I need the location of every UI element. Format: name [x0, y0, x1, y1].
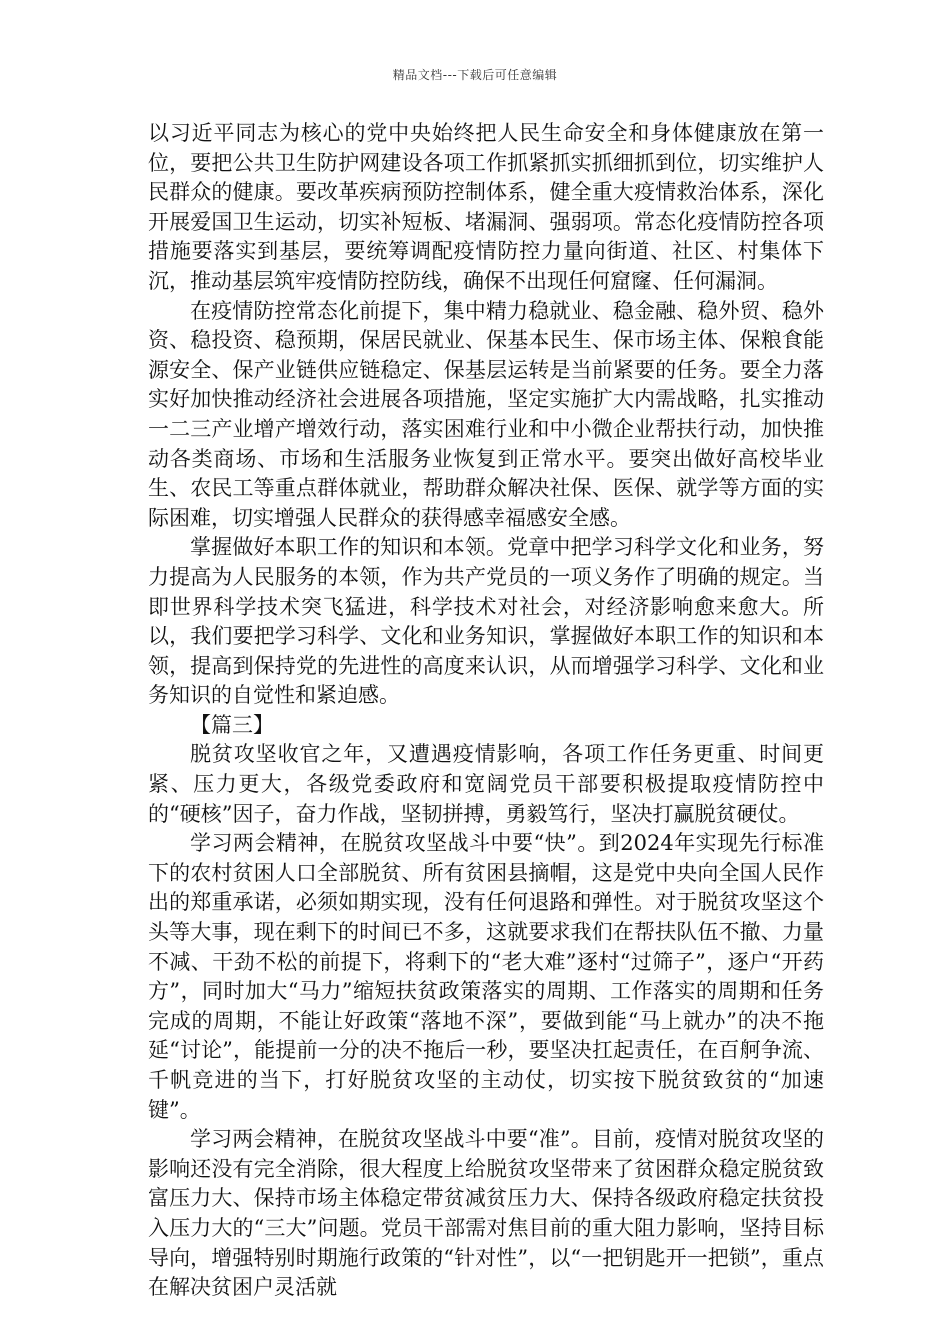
section-heading: 【篇三】: [190, 712, 274, 737]
paragraph-3: 掌握做好本职工作的知识和本领。党章中把学习科学文化和业务，努力提高为人民服务的本领，作为共产党员的一项义务作了明确的规定。当即世界科学技术突飞猛进，科学技术对社会，对经济影响愈来愈大。所以，我们要把学习科学、文化和业务知识，掌握做好本职工作的知识和本领，提高到保持党的先进性的高度来认识，从而增强学习科学、文化和业务知识的自觉性和紧迫感。: [148, 535, 824, 708]
paragraph-2: 在疫情防控常态化前提下，集中精力稳就业、稳金融、稳外贸、稳外资、稳投资、稳预期，保居民就业、保基本民生、保市场主体、保粮食能源安全、保产业链供应链稳定、保基层运转是当前紧要的任务。要全力落实好加快推动经济社会进展各项措施，坚定实施扩大内需战略，扎实推动一二三产业增产增效行动，落实困难行业和中小微企业帮扶行动，加快推动各类商场、市场和生活服务业恢复到正常水平。要突出做好高校毕业生、农民工等重点群体就业，帮助群众解决社保、医保、就学等方面的实际困难，切实增强人民群众的获得感幸福感安全感。: [148, 298, 824, 530]
document-body: [148, 119, 824, 1303]
paragraph-5: 学习两会精神，在脱贫攻坚战斗中要“快”。到2024年实现先行标准下的农村贫困人口全部脱贫、所有贫困县摘帽，这是党中央向全国人民作出的郑重承诺，必须如期实现，没有任何退路和弹性。对于脱贫攻坚这个头等大事，现在剩下的时间已不多，这就要求我们在帮扶队伍不撤、力量不减、干劲不松的前提下，将剩下的“老大难”逐村“过筛子”，逐户“开药方”，同时加大“马力”缩短扶贫政策落实的周期、工作落实的周期和任务完成的周期，不能让好政策“落地不深”，要做到能“马上就办”的决不拖延“讨论”，能提前一分的决不拖后一秒，要坚决扛起责任，在百舸争流、千帆竞进的当下，打好脱贫攻坚的主动仗，切实按下脱贫致贫的“加速键”。: [148, 831, 824, 1122]
paragraph-4: 脱贫攻坚收官之年，又遭遇疫情影响，各项工作任务更重、时间更紧、压力更大，各级党委政府和宽阔党员干部要积极提取疫情防控中的“硬核”因子，奋力作战，坚韧拼搏，勇毅笃行，坚决打赢脱贫硬仗。: [148, 742, 824, 826]
paragraph-1: 以习近平同志为核心的党中央始终把人民生命安全和身体健康放在第一位，要把公共卫生防护网建设各项工作抓紧抓实抓细抓到位，切实维护人民群众的健康。要改革疾病预防控制体系，健全重大疫情救治体系，深化开展爱国卫生运动，切实补短板、堵漏洞、强弱项。常态化疫情防控各项措施要落实到基层，要统筹调配疫情防控力量向街道、社区、村集体下沉，推动基层筑牢疫情防控防线，确保不出现任何窟窿、任何漏洞。: [148, 121, 824, 293]
paragraph-6: 学习两会精神，在脱贫攻坚战斗中要“准”。目前，疫情对脱贫攻坚的影响还没有完全消除，很大程度上给脱贫攻坚带来了贫困群众稳定脱贫致富压力大、保持市场主体稳定带贫减贫压力大、保持各级政府稳定扶贫投入压力大的“三大”问题。党员干部需对焦目前的重大阻力影响，坚持目标导向，增强特别时期施行政策的“针对性”，以“一把钥匙开一把锁”，重点在解决贫困户灵活就: [148, 1127, 824, 1300]
page-header: 精品文档---下载后可任意编辑: [392, 68, 558, 82]
